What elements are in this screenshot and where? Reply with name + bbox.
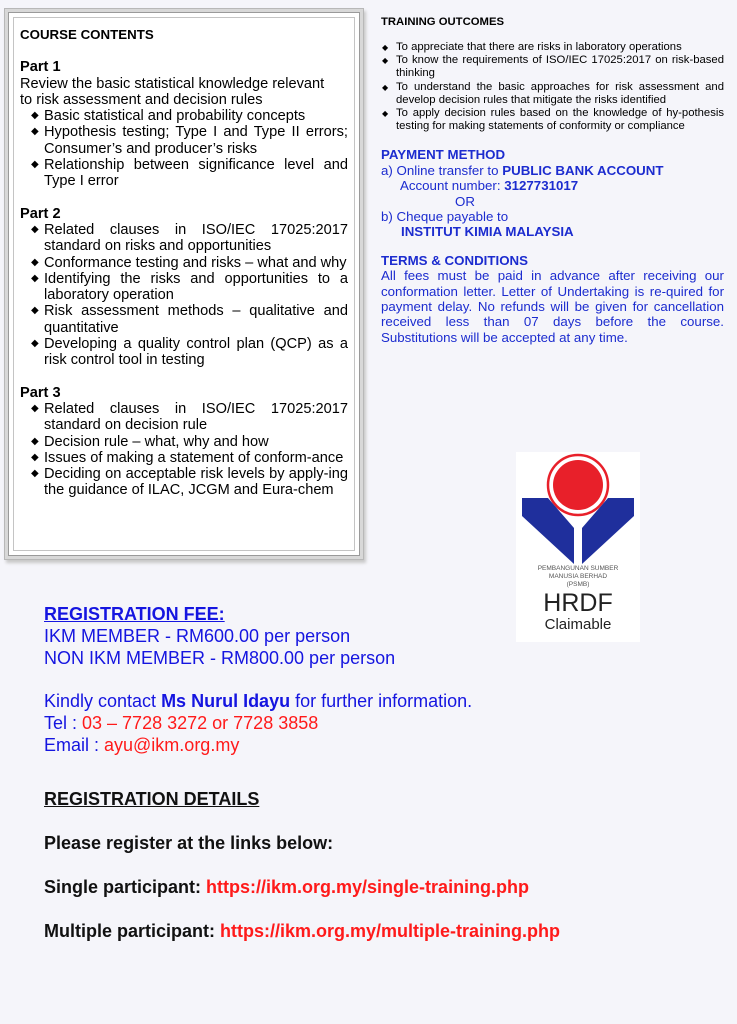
account-line: Account number: 3127731017 (400, 178, 579, 194)
training-outcomes-list (381, 41, 724, 133)
list-item: ◆ Relationship between significance level and Type I error (31, 157, 348, 190)
list-item: ◆ Deciding on acceptable risk levels by apply-ing the guidance of ILAC, JCGM and Eura-chem (31, 466, 348, 499)
fee-member: IKM MEMBER - RM600.00 per person (44, 626, 351, 646)
payment-or: OR (455, 193, 475, 209)
logo-org-line: PEMBANGUNAN SUMBER (537, 565, 619, 572)
bullet-icon: ◆ (31, 272, 39, 284)
part-intro-line: to risk assessment and decision rules (20, 91, 263, 108)
multiple-participant-line: Multiple participant: https://ikm.org.my/multiple-training.php (44, 921, 561, 941)
logo-org-line: MANUSIA BERHAD (548, 573, 608, 580)
right-column (381, 16, 724, 345)
bank-name: PUBLIC BANK ACCOUNT (502, 162, 664, 178)
bullet-icon: ◆ (31, 256, 39, 268)
list-item: ◆ Conformance testing and risks – what and why (31, 254, 347, 271)
bullet-icon: ◆ (31, 223, 39, 235)
payment-method-title: PAYMENT METHOD (381, 147, 506, 163)
part-1-list (20, 108, 348, 189)
part-1 (20, 59, 348, 189)
list-item: ◆ To apply decision rules based on the knowledge of hy-pothesis testing for making statements of conformity or compliance (382, 107, 724, 133)
list-item: ◆ Issues of making a statement of conform-ance (31, 449, 344, 466)
logo-org-line: (PSMB) (566, 581, 590, 588)
list-item: ◆ Related clauses in ISO/IEC 17025:2017 standard on risks and opportunities (31, 221, 348, 255)
part-3 (20, 385, 348, 499)
list-item: ◆ Related clauses in ISO/IEC 17025:2017 standard on decision rule (31, 400, 348, 434)
tel-number-1[interactable]: 03 – 7728 3272 (82, 713, 208, 733)
part-heading: Part 2 (20, 205, 61, 222)
bullet-icon: ◆ (382, 56, 389, 66)
logo-brand: HRDF (543, 589, 613, 617)
training-outcomes-title: TRAINING OUTCOMES (381, 16, 505, 28)
email-line: Email : ayu@ikm.org.my (44, 735, 240, 755)
terms-section (381, 253, 724, 345)
terms-text: All fees must be paid in advance after receiving our conformation letter. Letter of Undertaking is re-quired for payment delay. No refunds will be given for cancellation received less than 07 days before the course. Substitutions will be accepted at any time. (381, 268, 724, 345)
payee-name: INSTITUT KIMIA MALAYSIA (401, 224, 574, 240)
single-participant-line: Single participant: https://ikm.org.my/single-training.php (44, 877, 530, 897)
registration-details-title: REGISTRATION DETAILS (44, 789, 260, 809)
bullet-icon: ◆ (31, 159, 39, 171)
bullet-icon: ◆ (31, 110, 39, 122)
contact-name: Ms Nurul Idayu (161, 691, 291, 711)
bullet-icon: ◆ (382, 82, 389, 92)
part-heading: Part 1 (20, 59, 61, 76)
contact-section (44, 690, 472, 756)
list-item: ◆ To understand the basic approaches for risk assessment and develop decision rules that mitigate the risks identified (382, 80, 724, 106)
bullet-icon: ◆ (382, 43, 389, 52)
course-contents-title: COURSE CONTENTS (20, 27, 154, 42)
emblem-sun (553, 460, 603, 510)
part-2 (20, 206, 348, 369)
payment-option-b: b) Cheque payable to (381, 209, 509, 225)
part-3-list (20, 401, 348, 499)
registration-fee-title: REGISTRATION FEE: (44, 604, 225, 624)
bullet-icon: ◆ (31, 126, 39, 138)
list-item: ◆ To appreciate that there are risks in laboratory operations (382, 41, 682, 53)
list-item: ◆ To know the requirements of ISO/IEC 17025:2017 on risk-based thinking (382, 54, 724, 80)
logo-tagline: Claimable (544, 616, 612, 633)
list-item: ◆ Hypothesis testing; Type I and Type II errors; Consumer’s and producer’s risks (31, 124, 348, 157)
bullet-icon: ◆ (31, 468, 39, 480)
contact-line: Kindly contact Ms Nurul Idayu for further information. (44, 691, 473, 711)
part-heading: Part 3 (20, 384, 61, 401)
bullet-icon: ◆ (31, 451, 39, 463)
single-participant-link[interactable]: https://ikm.org.my/single-training.php (206, 877, 530, 897)
multiple-participant-link[interactable]: https://ikm.org.my/multiple-training.php (220, 921, 561, 941)
payment-option-a: a) Online transfer to PUBLIC BANK ACCOUNT (381, 162, 664, 178)
email-link[interactable]: ayu@ikm.org.my (104, 735, 240, 755)
payment-method-section (381, 147, 724, 239)
list-item: ◆ Basic statistical and probability concepts (31, 108, 306, 125)
registration-details-section (44, 788, 560, 942)
registration-instruction: Please register at the links below: (44, 833, 334, 853)
tel-number-2[interactable]: 7728 3858 (233, 713, 319, 733)
bullet-icon: ◆ (31, 338, 39, 350)
list-item: ◆ Risk assessment methods – qualitative and quantitative (31, 303, 348, 336)
registration-fee-section (44, 603, 395, 669)
course-contents-box (8, 12, 360, 556)
course-contents-inner (13, 17, 355, 551)
hrdf-logo (516, 452, 640, 642)
account-number: 3127731017 (504, 178, 579, 194)
tel-line: Tel : 03 – 7728 3272 or 7728 3858 (44, 713, 319, 733)
list-item: ◆ Identifying the risks and opportunities to a laboratory operation (31, 270, 348, 304)
bullet-icon: ◆ (382, 109, 389, 119)
bullet-icon: ◆ (31, 305, 39, 317)
psmb-emblem-icon (516, 452, 640, 572)
bullet-icon: ◆ (31, 435, 39, 447)
part-intro-line: Review the basic statistical knowledge relevant (20, 75, 325, 92)
part-2-list (20, 222, 348, 369)
bullet-icon: ◆ (31, 402, 39, 414)
list-item: ◆ Developing a quality control plan (QCP) as a risk control tool in testing (31, 336, 348, 369)
fee-non-member: NON IKM MEMBER - RM800.00 per person (44, 648, 396, 668)
terms-title: TERMS & CONDITIONS (381, 252, 529, 268)
list-item: ◆ Decision rule – what, why and how (31, 433, 269, 450)
